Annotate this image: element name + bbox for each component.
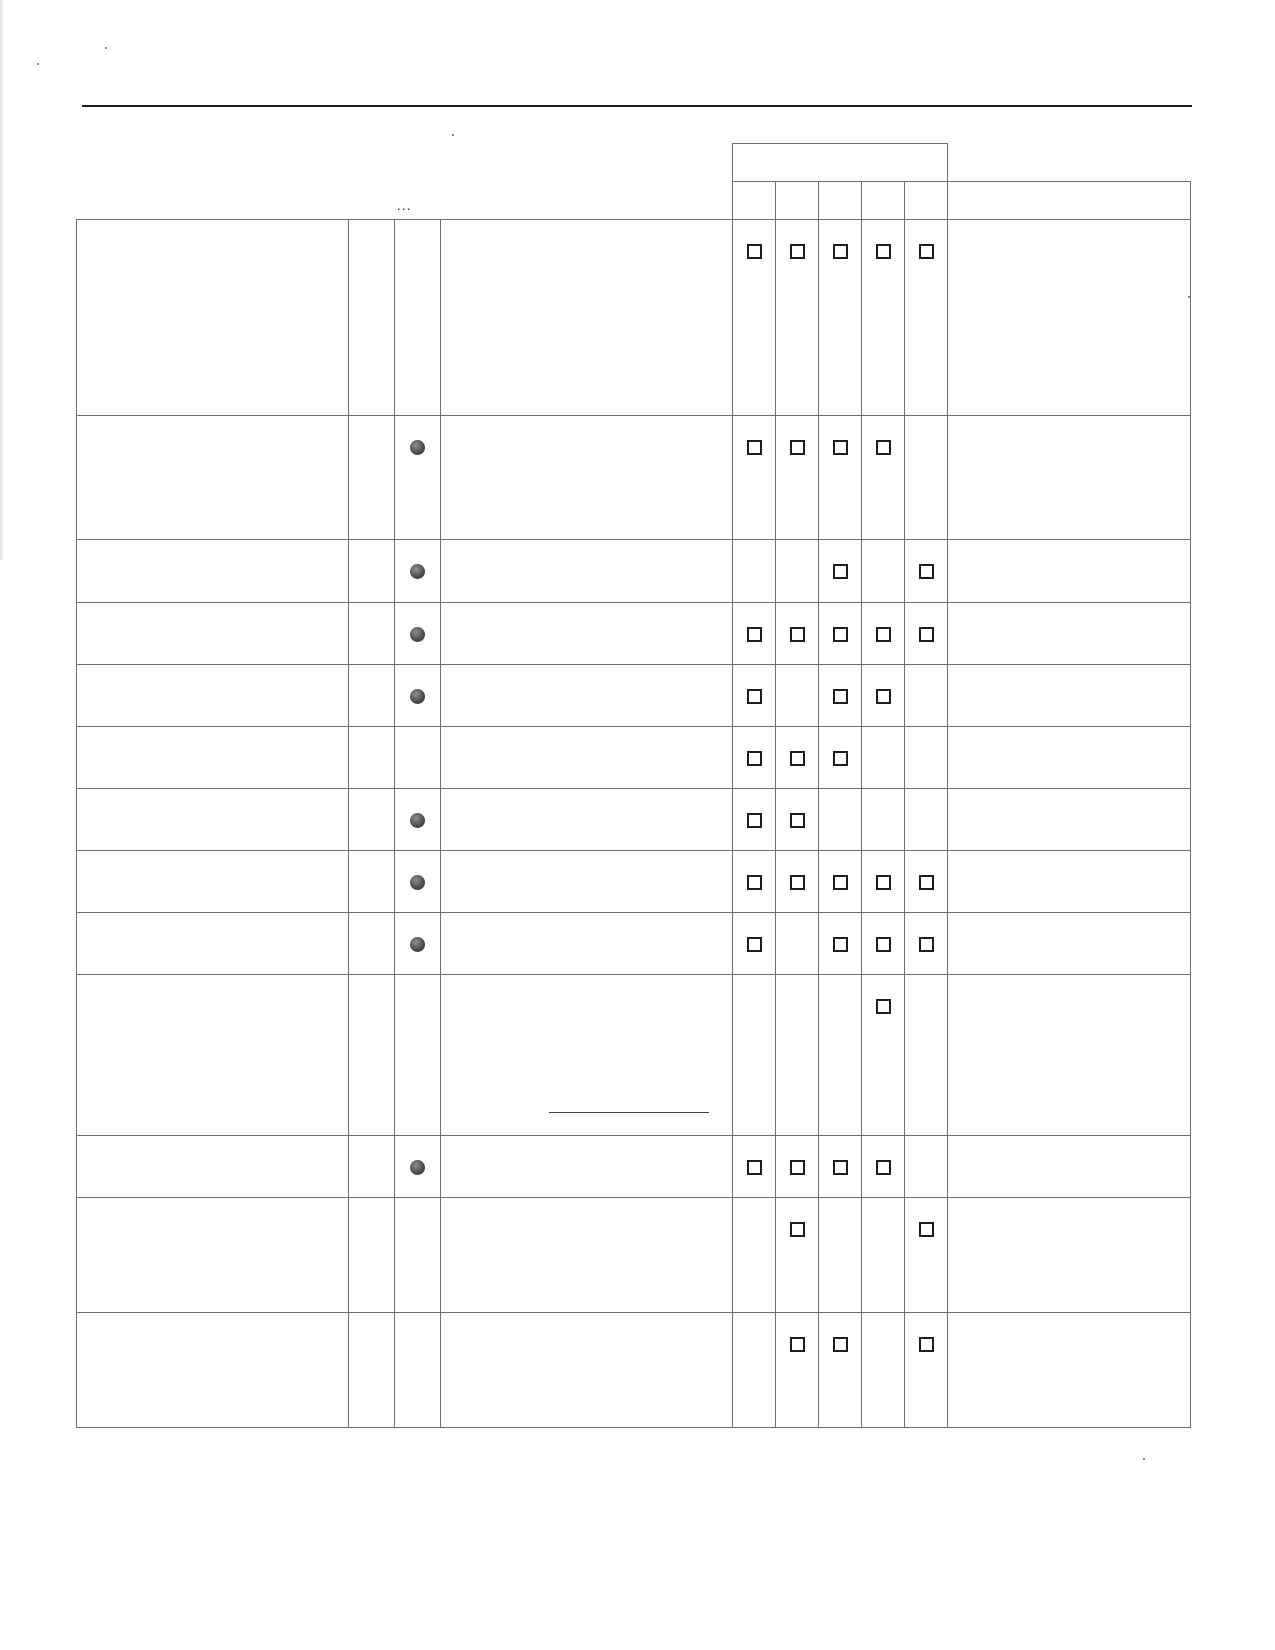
checkbox-icon[interactable] — [876, 999, 891, 1014]
item-cell — [77, 851, 349, 913]
checkbox-icon[interactable] — [833, 689, 848, 704]
checkbox-cell — [905, 789, 948, 851]
filled-dot-icon — [410, 564, 425, 579]
checkbox-icon[interactable] — [747, 689, 762, 704]
checkbox-cell — [862, 913, 905, 975]
item-cell — [77, 540, 349, 603]
checkbox-icon[interactable] — [919, 1337, 934, 1352]
table-row — [77, 220, 1191, 416]
checkbox-cell — [819, 913, 862, 975]
checkbox-cell — [819, 789, 862, 851]
description-cell — [441, 665, 733, 727]
checkbox-icon[interactable] — [833, 875, 848, 890]
marker-cell — [349, 1136, 395, 1198]
marker-cell — [349, 220, 395, 416]
faded-text — [77, 1198, 348, 1220]
header-ellipsis: ... — [396, 197, 412, 213]
marker-cell — [349, 1313, 395, 1428]
column-header-row — [77, 182, 1191, 220]
checkbox-group-header — [733, 144, 948, 182]
filled-dot-icon — [410, 440, 425, 455]
checkbox-icon[interactable] — [876, 875, 891, 890]
indicator-cell — [395, 975, 441, 1136]
checkbox-icon[interactable] — [833, 564, 848, 579]
checkbox-cell — [905, 540, 948, 603]
checkbox-cell — [905, 603, 948, 665]
table-row — [77, 665, 1191, 727]
checkbox-cell — [776, 1136, 819, 1198]
faded-text — [77, 540, 348, 562]
indicator-cell — [395, 913, 441, 975]
checkbox-icon[interactable] — [790, 751, 805, 766]
checkbox-icon[interactable] — [747, 1160, 762, 1175]
table-row — [77, 727, 1191, 789]
description-cell — [441, 975, 733, 1136]
checkbox-cell — [905, 727, 948, 789]
table-row — [77, 913, 1191, 975]
checkbox-icon[interactable] — [833, 1160, 848, 1175]
checkbox-icon[interactable] — [919, 937, 934, 952]
checkbox-cell — [905, 1198, 948, 1313]
notes-cell — [948, 1136, 1191, 1198]
checkbox-icon[interactable] — [747, 813, 762, 828]
checkbox-cell — [733, 603, 776, 665]
checkbox-icon[interactable] — [876, 440, 891, 455]
table-row — [77, 851, 1191, 913]
checkbox-cell — [819, 1198, 862, 1313]
marker-cell — [349, 1198, 395, 1313]
checkbox-icon[interactable] — [919, 564, 934, 579]
description-cell — [441, 913, 733, 975]
marker-cell — [349, 603, 395, 665]
filled-dot-icon — [410, 813, 425, 828]
checkbox-icon[interactable] — [747, 627, 762, 642]
indicator-cell — [395, 1136, 441, 1198]
header-label-area — [77, 182, 733, 220]
checkbox-cell — [776, 789, 819, 851]
checkbox-icon[interactable] — [833, 627, 848, 642]
item-cell — [77, 1136, 349, 1198]
faded-text — [77, 727, 348, 749]
checkbox-icon[interactable] — [876, 1160, 891, 1175]
checkbox-cell — [733, 220, 776, 416]
checkbox-cell — [862, 416, 905, 540]
description-cell — [441, 851, 733, 913]
checkbox-icon[interactable] — [790, 1337, 805, 1352]
description-cell — [441, 1198, 733, 1313]
notes-cell — [948, 1198, 1191, 1313]
indicator-cell — [395, 1198, 441, 1313]
checkbox-cell — [819, 727, 862, 789]
checkbox-icon[interactable] — [790, 1222, 805, 1237]
indicator-cell — [395, 603, 441, 665]
checkbox-cell — [862, 975, 905, 1136]
notes-cell — [948, 603, 1191, 665]
filled-dot-icon — [410, 689, 425, 704]
indicator-cell — [395, 665, 441, 727]
group-header-row — [77, 144, 1191, 182]
item-cell — [77, 727, 349, 789]
marker-cell — [349, 665, 395, 727]
checkbox-cell — [862, 665, 905, 727]
table-row — [77, 416, 1191, 540]
indicator-cell — [395, 851, 441, 913]
checkbox-cell — [862, 220, 905, 416]
notes-cell — [948, 665, 1191, 727]
notes-cell — [948, 416, 1191, 540]
checkbox-cell — [776, 603, 819, 665]
checkbox-cell — [733, 789, 776, 851]
checkbox-icon[interactable] — [790, 627, 805, 642]
item-cell — [77, 1198, 349, 1313]
description-cell — [441, 789, 733, 851]
fill-in-line[interactable] — [549, 1112, 709, 1113]
marker-cell — [349, 975, 395, 1136]
checkbox-cell — [776, 913, 819, 975]
checkbox-cell — [905, 665, 948, 727]
checkbox-cell — [905, 1313, 948, 1428]
notes-cell — [948, 1313, 1191, 1428]
filled-dot-icon — [410, 875, 425, 890]
checkbox-icon[interactable] — [790, 244, 805, 259]
checkbox-cell — [862, 1313, 905, 1428]
notes-cell — [948, 913, 1191, 975]
checkbox-cell — [819, 220, 862, 416]
checkbox-cell — [905, 416, 948, 540]
notes-column-header — [948, 182, 1191, 220]
checkbox-cell — [819, 1313, 862, 1428]
checkbox-icon[interactable] — [876, 627, 891, 642]
checkbox-cell — [733, 665, 776, 727]
indicator-cell — [395, 789, 441, 851]
indicator-cell — [395, 416, 441, 540]
checkbox-icon[interactable] — [790, 813, 805, 828]
checkbox-icon[interactable] — [747, 244, 762, 259]
checkbox-cell — [862, 1198, 905, 1313]
checkbox-cell — [733, 1136, 776, 1198]
checkbox-cell — [862, 727, 905, 789]
checkbox-cell — [776, 220, 819, 416]
indicator-cell — [395, 540, 441, 603]
notes-cell — [948, 220, 1191, 416]
scan-speck — [37, 63, 39, 65]
checkbox-cell — [776, 416, 819, 540]
column-header-3 — [819, 182, 862, 220]
marker-cell — [349, 851, 395, 913]
marker-cell — [349, 540, 395, 603]
description-cell — [441, 727, 733, 789]
table-row — [77, 975, 1191, 1136]
faded-text — [77, 789, 348, 811]
checkbox-cell — [776, 975, 819, 1136]
checkbox-cell — [862, 851, 905, 913]
faded-text — [77, 1313, 348, 1335]
checkbox-cell — [862, 603, 905, 665]
scan-speck — [452, 134, 454, 136]
marker-cell — [349, 416, 395, 540]
item-cell — [77, 789, 349, 851]
checkbox-icon[interactable] — [919, 875, 934, 890]
checkbox-icon[interactable] — [833, 244, 848, 259]
checkbox-cell — [862, 540, 905, 603]
checkbox-icon[interactable] — [790, 440, 805, 455]
checkbox-cell — [862, 789, 905, 851]
checkbox-cell — [776, 727, 819, 789]
faded-text — [77, 913, 348, 935]
checkbox-cell — [819, 851, 862, 913]
marker-cell — [349, 727, 395, 789]
checkbox-cell — [776, 665, 819, 727]
faded-text — [77, 603, 348, 625]
item-cell — [77, 603, 349, 665]
item-cell — [77, 665, 349, 727]
column-header-2 — [776, 182, 819, 220]
checkbox-icon[interactable] — [747, 937, 762, 952]
checkbox-cell — [733, 1198, 776, 1313]
checkbox-icon[interactable] — [876, 937, 891, 952]
checkbox-cell — [819, 416, 862, 540]
checkbox-icon[interactable] — [919, 244, 934, 259]
item-cell — [77, 220, 349, 416]
faded-text — [77, 220, 348, 242]
table-row — [77, 603, 1191, 665]
checkbox-icon[interactable] — [833, 440, 848, 455]
item-cell — [77, 975, 349, 1136]
column-header-1 — [733, 182, 776, 220]
form-table-container — [76, 143, 1191, 1428]
checkbox-cell — [905, 913, 948, 975]
checkbox-cell — [776, 1313, 819, 1428]
table-row — [77, 789, 1191, 851]
checkbox-cell — [776, 851, 819, 913]
filled-dot-icon — [410, 1160, 425, 1175]
notes-cell — [948, 975, 1191, 1136]
filled-dot-icon — [410, 627, 425, 642]
header-rule — [82, 105, 1192, 107]
notes-cell — [948, 789, 1191, 851]
checkbox-icon[interactable] — [833, 937, 848, 952]
item-cell — [77, 913, 349, 975]
checkbox-cell — [776, 1198, 819, 1313]
checkbox-cell — [733, 540, 776, 603]
checkbox-cell — [905, 851, 948, 913]
notes-cell — [948, 727, 1191, 789]
form-table — [76, 143, 1191, 1428]
table-row — [77, 540, 1191, 603]
column-header-4 — [862, 182, 905, 220]
notes-cell — [948, 540, 1191, 603]
checkbox-cell — [819, 975, 862, 1136]
checkbox-icon[interactable] — [790, 1160, 805, 1175]
table-row — [77, 1198, 1191, 1313]
description-cell — [441, 540, 733, 603]
indicator-cell — [395, 727, 441, 789]
table-row — [77, 1313, 1191, 1428]
checkbox-cell — [819, 603, 862, 665]
checkbox-cell — [862, 1136, 905, 1198]
faded-text — [77, 416, 348, 438]
marker-cell — [349, 913, 395, 975]
checkbox-icon[interactable] — [747, 875, 762, 890]
marker-cell — [349, 789, 395, 851]
checkbox-cell — [776, 540, 819, 603]
indicator-cell — [395, 220, 441, 416]
faded-text — [77, 665, 348, 687]
checkbox-icon[interactable] — [747, 751, 762, 766]
faded-text — [77, 975, 348, 997]
checkbox-icon[interactable] — [790, 875, 805, 890]
checkbox-icon[interactable] — [833, 1337, 848, 1352]
checkbox-cell — [733, 416, 776, 540]
filled-dot-icon — [410, 937, 425, 952]
checkbox-icon[interactable] — [876, 244, 891, 259]
checkbox-cell — [733, 913, 776, 975]
description-cell — [441, 220, 733, 416]
description-cell — [441, 1313, 733, 1428]
checkbox-cell — [733, 975, 776, 1136]
checkbox-icon[interactable] — [747, 440, 762, 455]
checkbox-cell — [819, 665, 862, 727]
checkbox-cell — [733, 1313, 776, 1428]
checkbox-icon[interactable] — [833, 751, 848, 766]
checkbox-icon[interactable] — [919, 627, 934, 642]
notes-cell — [948, 851, 1191, 913]
scan-edge-shadow — [0, 0, 5, 560]
indicator-cell — [395, 1313, 441, 1428]
item-cell — [77, 416, 349, 540]
description-cell — [441, 416, 733, 540]
checkbox-cell — [733, 727, 776, 789]
description-cell — [441, 603, 733, 665]
description-cell — [441, 1136, 733, 1198]
checkbox-icon[interactable] — [919, 1222, 934, 1237]
column-header-5 — [905, 182, 948, 220]
checkbox-cell — [905, 220, 948, 416]
checkbox-cell — [733, 851, 776, 913]
checkbox-cell — [905, 975, 948, 1136]
scan-speck — [1143, 1458, 1145, 1460]
table-body — [77, 220, 1191, 1428]
scan-speck — [105, 47, 107, 49]
faded-text — [77, 851, 348, 873]
checkbox-cell — [819, 540, 862, 603]
checkbox-cell — [905, 1136, 948, 1198]
faded-text — [77, 1136, 348, 1158]
item-cell — [77, 1313, 349, 1428]
checkbox-icon[interactable] — [876, 689, 891, 704]
checkbox-cell — [819, 1136, 862, 1198]
table-row — [77, 1136, 1191, 1198]
